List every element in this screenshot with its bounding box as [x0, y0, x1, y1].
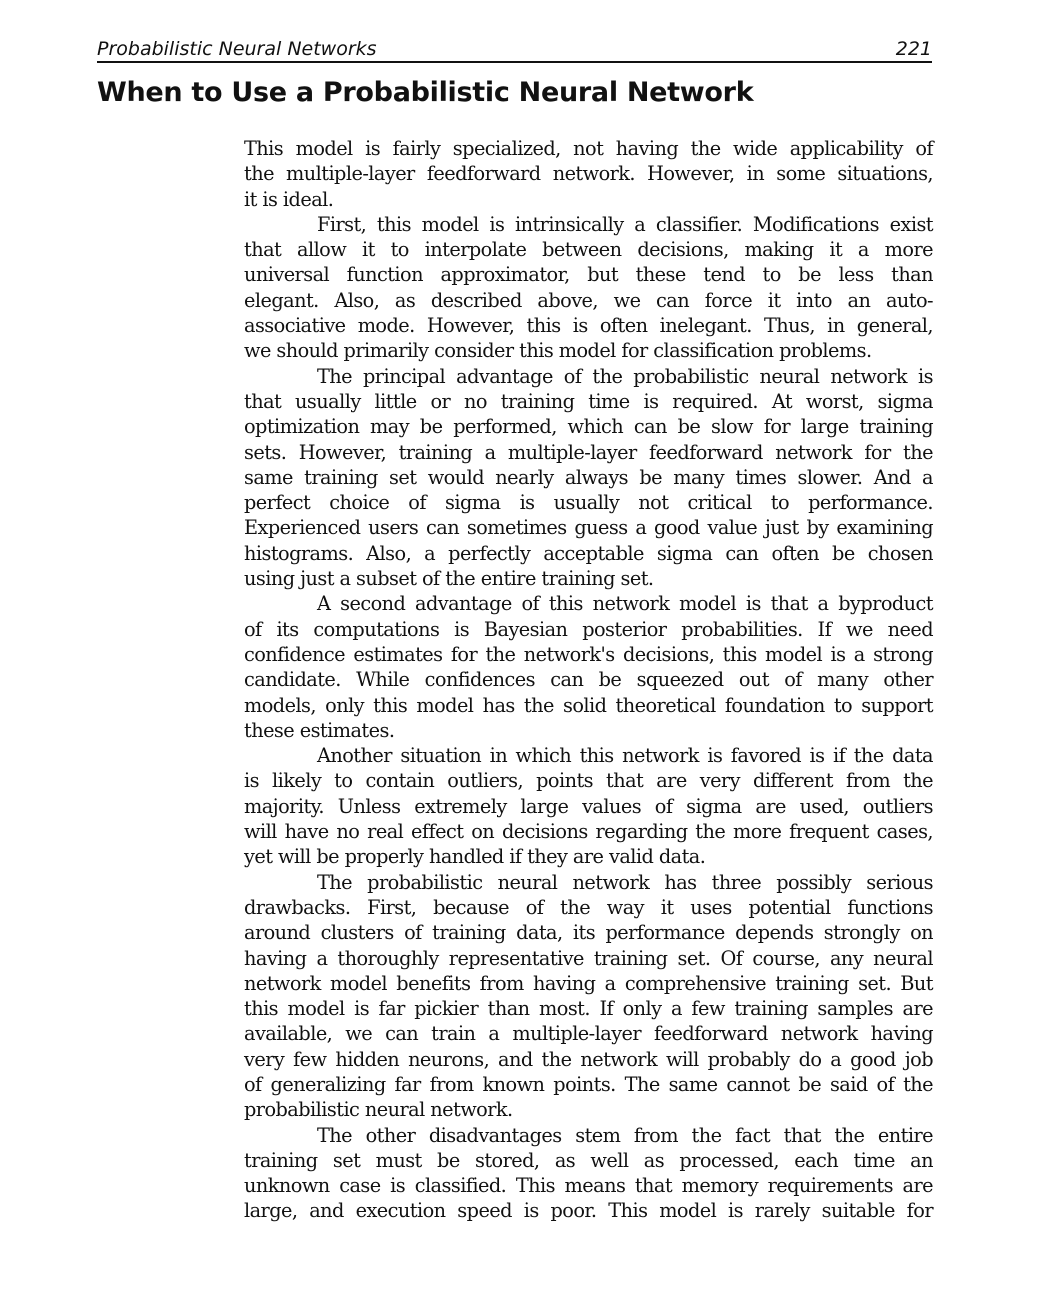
- text-line: large, and execution speed is poor. This model is rarely suitable for: [244, 1199, 933, 1223]
- text-line: network model benefits from having a comprehensive training set. But: [244, 971, 933, 995]
- text-line: these estimates.: [244, 718, 395, 742]
- running-title: Probabilistic Neural Networks: [97, 38, 377, 60]
- paragraph: [244, 1123, 933, 1224]
- text-line: drawbacks. First, because of the way it uses potential functions: [244, 895, 933, 919]
- text-line: training set must be stored, as well as processed, each time an: [244, 1148, 933, 1172]
- running-head: [97, 32, 932, 60]
- text-line: The principal advantage of the probabilistic neural network is: [317, 364, 933, 388]
- text-line: the multiple-layer feedforward network. However, in some situations,: [244, 162, 933, 186]
- text-line: histograms. Also, a perfectly acceptable sigma can often be chosen: [244, 541, 933, 565]
- text-line: very few hidden neurons, and the network will probably do a good job: [244, 1047, 933, 1071]
- text-line: confidence estimates for the network's decisions, this model is a strong: [244, 642, 933, 666]
- text-line: available, we can train a multiple-layer feedforward network having: [244, 1022, 933, 1046]
- text-line: around clusters of training data, its performance depends strongly on: [244, 921, 933, 945]
- text-line: The other disadvantages stem from the fact that the entire: [317, 1123, 933, 1147]
- text-line: The probabilistic neural network has three possibly serious: [317, 870, 933, 894]
- paragraph: [244, 364, 933, 592]
- text-line: models, only this model has the solid theoretical foundation to support: [244, 693, 933, 717]
- text-line: that allow it to interpolate between decisions, making it a more: [244, 238, 933, 262]
- text-line: unknown case is classified. This means that memory requirements are: [244, 1174, 933, 1198]
- text-line: universal function approximator, but these tend to be less than: [244, 263, 933, 287]
- page-number: 221: [895, 38, 932, 60]
- body-text: [244, 136, 933, 1224]
- text-line: same training set would nearly always be many times slower. And a: [244, 465, 933, 489]
- text-line: majority. Unless extremely large values of sigma are used, outliers: [244, 794, 933, 818]
- text-line: candidate. While confidences can be squeezed out of many other: [244, 668, 933, 692]
- text-line: probabilistic neural network.: [244, 1098, 513, 1122]
- text-line: This model is fairly specialized, not having the wide applicability of: [244, 137, 933, 160]
- text-line: A second advantage of this network model is that a byproduct: [317, 592, 933, 616]
- section-title: When to Use a Probabilistic Neural Network: [97, 77, 754, 108]
- header-rule: [97, 61, 932, 63]
- text-line: Another situation in which this network is favored is if the data: [317, 744, 933, 768]
- paragraph: [244, 743, 933, 869]
- text-line: having a thoroughly representative training set. Of course, any neural: [244, 946, 933, 970]
- text-line: of its computations is Bayesian posterior probabilities. If we need: [244, 617, 933, 641]
- text-line: will have no real effect on decisions regarding the more frequent cases,: [244, 820, 933, 844]
- text-line: sets. However, training a multiple-layer feedforward network for the: [244, 440, 933, 464]
- paragraph: [244, 136, 933, 212]
- paragraph: [244, 591, 933, 743]
- text-line: elegant. Also, as described above, we can force it into an auto-: [244, 288, 933, 312]
- text-line: this model is far pickier than most. If only a few training samples are: [244, 997, 933, 1021]
- text-line: that usually little or no training time is required. At worst, sigma: [244, 389, 933, 413]
- paragraph: [244, 870, 933, 1123]
- text-line: we should primarily consider this model for classification problems.: [244, 339, 872, 363]
- text-line: of generalizing far from known points. The same cannot be said of the: [244, 1072, 933, 1096]
- text-line: Experienced users can sometimes guess a good value just by examining: [244, 516, 933, 540]
- text-line: associative mode. However, this is often inelegant. Thus, in general,: [244, 314, 933, 338]
- text-line: First, this model is intrinsically a classifier. Modifications exist: [317, 212, 933, 236]
- paragraph: [244, 212, 933, 364]
- text-line: perfect choice of sigma is usually not critical to performance.: [244, 491, 933, 515]
- text-line: using just a subset of the entire training set.: [244, 567, 654, 591]
- text-line: is likely to contain outliers, points that are very different from the: [244, 769, 933, 793]
- text-line: yet will be properly handled if they are valid data.: [244, 845, 706, 869]
- text-line: it is ideal.: [244, 187, 334, 211]
- text-line: optimization may be performed, which can be slow for large training: [244, 415, 933, 439]
